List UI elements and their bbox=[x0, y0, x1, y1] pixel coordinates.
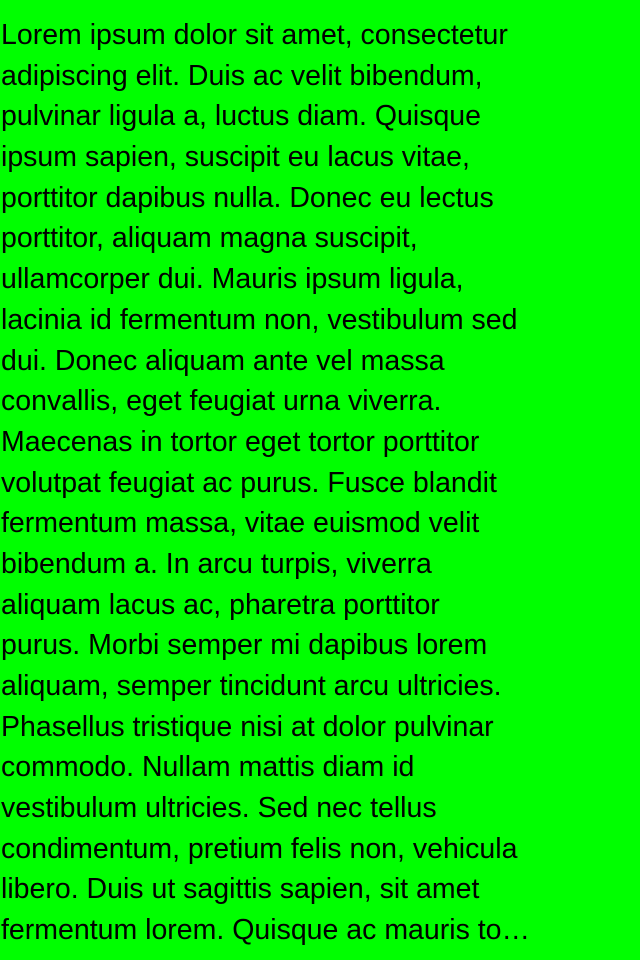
text-line: porttitor dapibus nulla. Donec eu lectus bbox=[1, 181, 494, 214]
text-line: condimentum, pretium felis non, vehicula bbox=[1, 832, 518, 865]
text-line: lacinia id fermentum non, vestibulum sed bbox=[1, 303, 518, 336]
text-line: commodo. Nullam mattis diam id bbox=[1, 751, 415, 784]
text-line: aliquam, semper tincidunt arcu ultricies. bbox=[1, 670, 502, 702]
text-line: convallis, eget feugiat urna viverra. bbox=[1, 385, 442, 418]
text-line: bibendum a. In arcu turpis, viverra bbox=[1, 547, 432, 580]
text-line: purus. Morbi semper mi dapibus lorem bbox=[1, 629, 488, 662]
text-line: dui. Donec aliquam ante vel massa bbox=[1, 344, 445, 377]
text-line: aliquam lacus ac, pharetra porttitor bbox=[1, 588, 440, 621]
text-line-truncated: fermentum lorem. Quisque ac mauris to… bbox=[1, 914, 531, 947]
text-line: Lorem ipsum dolor sit amet, consectetur bbox=[1, 19, 508, 51]
text-line: ipsum sapien, suscipit eu lacus vitae, bbox=[1, 141, 470, 174]
text-line: vestibulum ultricies. Sed nec tellus bbox=[1, 792, 437, 825]
text-line: ullamcorper dui. Mauris ipsum ligula, bbox=[1, 263, 464, 296]
text-line: adipiscing elit. Duis ac velit bibendum, bbox=[1, 59, 483, 92]
text-line: libero. Duis ut sagittis sapien, sit amet bbox=[1, 873, 480, 906]
truncated-text-block bbox=[1, 15, 639, 951]
text-line: porttitor, aliquam magna suscipit, bbox=[1, 222, 418, 255]
text-line: pulvinar ligula a, luctus diam. Quisque bbox=[1, 100, 482, 133]
text-line: Maecenas in tortor eget tortor porttitor bbox=[1, 425, 480, 458]
text-line: fermentum massa, vitae euismod velit bbox=[1, 507, 480, 540]
text-line: Phasellus tristique nisi at dolor pulvinar bbox=[1, 710, 494, 743]
text-line: volutpat feugiat ac purus. Fusce blandit bbox=[1, 466, 497, 499]
